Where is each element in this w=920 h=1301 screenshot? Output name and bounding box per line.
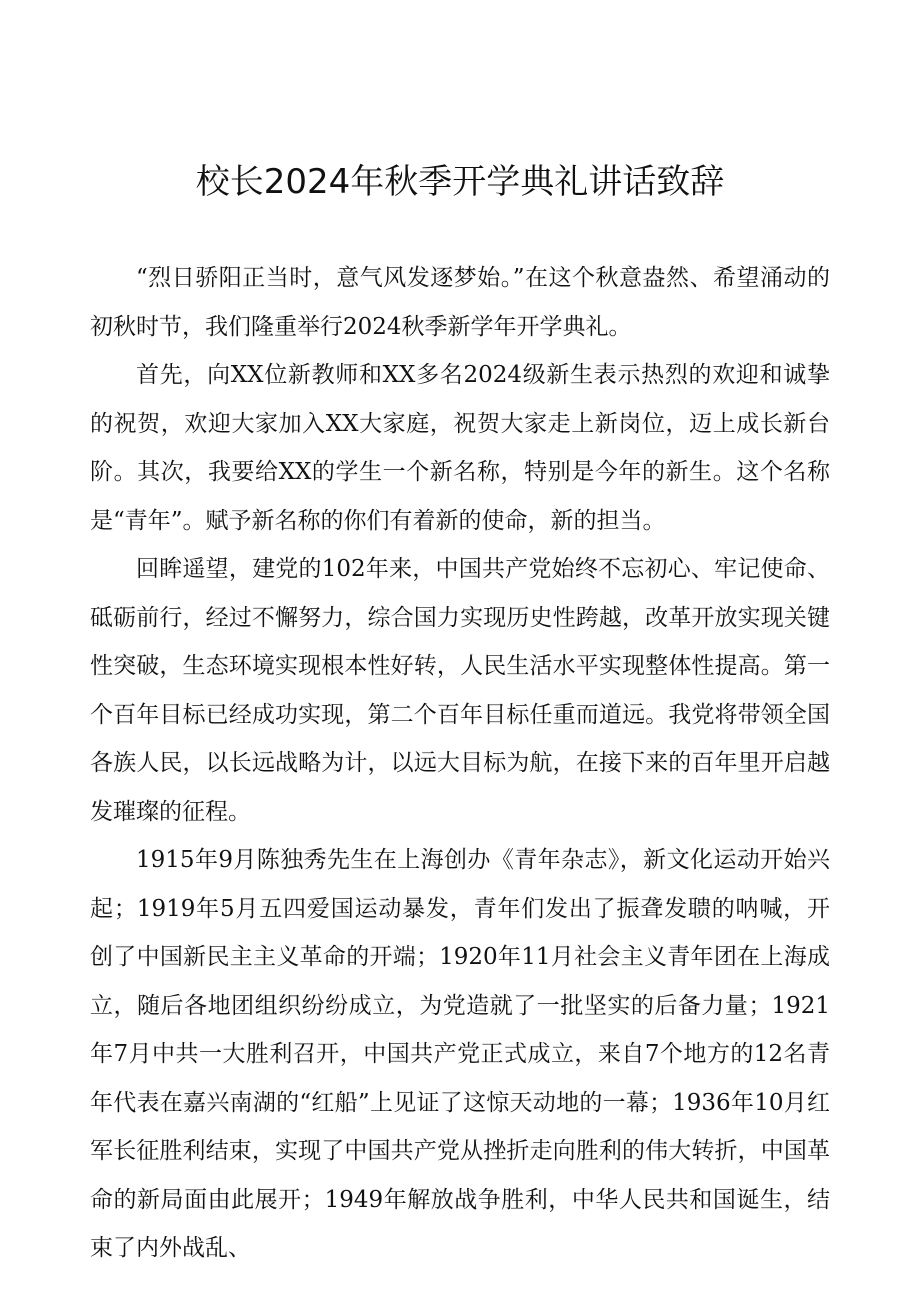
paragraph-4: 1915年9月陈独秀先生在上海创办《青年杂志》，新文化运动开始兴起；1919年5月五四爱国运动暴发，青年们发出了振聋发聩的呐喊，开创了中国新民主主义革命的开端；1920年11月社会主义青年团在上海成立，随后各地团组织纷纷成立，为党造就了一批坚实的后备力量；1921年7月中共一大胜利召开，中国共产党正式成立，来自7个地方的12名青年代表在嘉兴南湖的“红船”上见证了这惊天动地的一幕；1936年10月红军长征胜利结束，实现了中国共产党从挫折走向胜利的伟大转折，中国革命的新局面由此展开；1949年解放战争胜利，中华人民共和国诞生，结束了内外战乱、 bbox=[90, 847, 830, 1261]
paragraph-3: 回眸遥望，建党的102年来，中国共产党始终不忘初心、牢记使命、砥砺前行，经过不懈努力，综合国力实现历史性跨越，改革开放实现关键性突破，生态环境实现根本性好转，人民生活水平实现整体性提高。第一个百年目标已经成功实现，第二个百年目标任重而道远。我党将带领全国各族人民，以长远战略为计，以远大目标为航，在接下来的百年里开启越发璀璨的征程。 bbox=[90, 556, 830, 825]
document-title: 校长2024年秋季开学典礼讲话致辞 bbox=[195, 162, 725, 202]
paragraph-1: “烈日骄阳正当时，意气风发逐梦始。”在这个秋意盎然、希望涌动的初秋时节，我们隆重举行2024秋季新学年开学典礼。 bbox=[90, 265, 830, 340]
document-body bbox=[90, 254, 830, 1273]
paragraph-2: 首先，向XX位新教师和XX多名2024级新生表示热烈的欢迎和诚挚的祝贺，欢迎大家加入XX大家庭，祝贺大家走上新岗位，迈上成长新台阶。其次，我要给XX的学生一个新名称，特别是今年的新生。这个名称是“青年”。赋予新名称的你们有着新的使命，新的担当。 bbox=[90, 362, 830, 534]
